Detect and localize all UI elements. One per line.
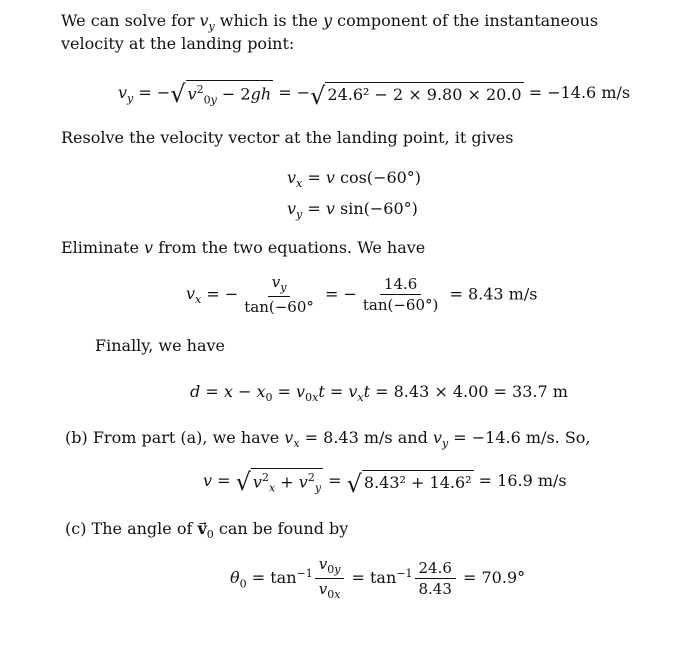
resolve-paragraph: Resolve the velocity vector at the landing point, it gives bbox=[61, 128, 514, 147]
distance-equation: $d = x - x_0 = v_{0x}t = v_xt = 8.43 \times 4.00 = 33.7$ m bbox=[190, 382, 568, 405]
vy-component-equation: $v_y = v$ sin(−60°) bbox=[287, 199, 418, 222]
vy-equation: $v_y$ = − √ $v^2_{0y} - 2gh$ = − √ 24.6² − 2 × 9.80 × 20.0 = −14.6 m/s bbox=[118, 80, 631, 110]
eliminate-paragraph: Eliminate v from the two equations. We have bbox=[61, 238, 426, 257]
angle-equation: $\theta_0 = \tan^{-1}$ $\frac{v_{0y}}{v_{0x}}$ = $\tan^{-1}$ $\frac{24.6}{8.43}$ = 70.9° bbox=[230, 555, 526, 602]
vx-fraction-equation: $v_x$ = − $\frac{v_y}{\tan(-60^\circ}$ = − $\frac{14.6}{\tan(-60^\circ)}$ = 8.43 m/s bbox=[186, 273, 538, 317]
speed-equation: v = √ $v^2_x + v^2_y$ = √ 8.43² + 14.6² = 16.9 m/s bbox=[203, 468, 567, 498]
vx-component-equation: $v_x = v$ cos(−60°) bbox=[287, 168, 422, 191]
part-c-paragraph: (c) The angle of $v_0$ can be found by bbox=[65, 519, 349, 542]
intro-paragraph: We can solve for $v_y$ which is the y component of the instantaneous velocity at the landing point: bbox=[61, 11, 599, 53]
finally-paragraph: Finally, we have bbox=[95, 336, 225, 355]
part-b-paragraph: (b) From part (a), we have $v_x = 8.43$ m/s and $v_y = -14.6$ m/s. So, bbox=[65, 428, 591, 451]
